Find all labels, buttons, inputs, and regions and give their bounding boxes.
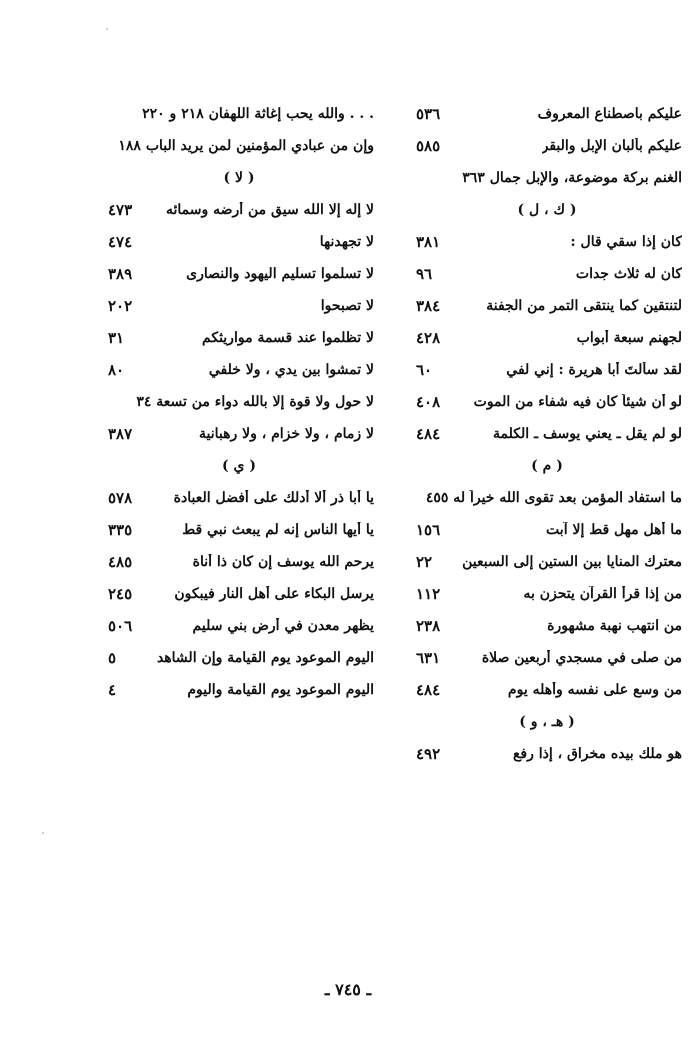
entry-text: لا تسلموا تسليم اليهود والنصارى [186, 266, 374, 282]
entry-page-number: ٤٠٨ [416, 393, 441, 411]
index-entry [104, 354, 374, 386]
index-entry [412, 130, 682, 162]
section-header [412, 706, 682, 738]
index-entry [104, 98, 374, 130]
index-entry [104, 674, 374, 706]
index-entry [412, 258, 682, 290]
entry-page-number: ٥٣٦ [416, 105, 441, 123]
section-letters: ( هـ ، و ) [519, 714, 575, 730]
entry-text: عليكم بألبان الإبل والبقر [541, 138, 682, 154]
index-entry [412, 322, 682, 354]
index-entry [104, 482, 374, 514]
index-entry [412, 386, 682, 418]
entry-page-number: ٨٠ [108, 361, 125, 379]
entry-text: من صلى في مسجدي أربعين صلاة [481, 650, 682, 666]
entry-page-number: ٤٩٢ [416, 745, 441, 763]
entry-page-number: ٥٠٦ [108, 617, 133, 635]
index-entry [104, 194, 374, 226]
entry-text: لا زمام ، ولا خزام ، ولا رهبانية [198, 426, 374, 442]
entry-text: لتنتقين كما ينتقى التمر من الجفنة [486, 298, 682, 314]
entry-page-number: ٦٣١ [416, 649, 441, 667]
entry-text: لا تمشوا بين يدي ، ولا خلفي [208, 362, 374, 378]
entry-page-number: ٤٨٤ [416, 425, 441, 443]
entry-page-number: ٤٢٨ [416, 329, 441, 347]
entry-page-number: ٣٨٩ [108, 265, 133, 283]
entry-text: ما استفاد المؤمن بعد تقوى الله خيراً له ٤٥٥ [425, 490, 682, 506]
entry-text: اليوم الموعود يوم القيامة وإن الشاهد [156, 650, 374, 666]
index-entry [104, 578, 374, 610]
index-entry [412, 674, 682, 706]
index-entry [104, 258, 374, 290]
entry-page-number: ٥ [108, 649, 117, 667]
page-number: ـ ٧٤٥ ـ [324, 980, 372, 999]
entry-page-number: ٣٣٥ [108, 521, 133, 539]
entry-text: من انتهب نهبة مشهورة [547, 618, 682, 634]
section-letters: ( ك ، ل ) [517, 202, 577, 218]
entry-page-number: ٢٣٨ [416, 617, 441, 635]
index-entry [104, 418, 374, 450]
index-entry [412, 738, 682, 770]
index-entry [104, 514, 374, 546]
entry-text: وإن من عبادي المؤمنين لمن يريد الباب ١٨٨ [118, 138, 374, 154]
index-entry [104, 386, 374, 418]
section-header [412, 450, 682, 482]
entry-text: لا حول ولا قوة إلا بالله دواء من تسعة ٣٤ [136, 394, 374, 410]
entry-text: لو لم يقل ـ يعني يوسف ـ الكلمة [493, 426, 682, 442]
entry-page-number: ٢٠٢ [108, 297, 133, 315]
index-entry [104, 226, 374, 258]
scan-speck [106, 28, 108, 30]
entry-text: لا تظلموا عند قسمة مواريثكم [202, 330, 374, 346]
section-letters: ( ي ) [222, 458, 256, 474]
index-entry [412, 514, 682, 546]
entry-text: من وسع على نفسه وأهله يوم [507, 682, 682, 698]
entry-page-number: ٣١ [108, 329, 125, 347]
entry-page-number: ٣٨٤ [416, 297, 441, 315]
index-entry [104, 130, 374, 162]
entry-text: يرسل البكاء على أهل النار فيبكون [174, 586, 374, 602]
index-entry [104, 642, 374, 674]
index-entry [104, 610, 374, 642]
entry-page-number: ٤٨٥ [108, 553, 133, 571]
index-entry [412, 578, 682, 610]
entry-page-number: ٩٦ [416, 265, 433, 283]
entry-page-number: ٥٨٥ [416, 137, 441, 155]
entry-text: يا أيها الناس إنه لم يبعث نبي قط [182, 522, 374, 538]
entry-text: لقد سألتَ أبا هريرة : إني لفي [506, 362, 682, 378]
scan-speck [42, 832, 44, 834]
entry-page-number: ٤٧٣ [108, 201, 133, 219]
entry-text: لا تصبحوا [320, 298, 374, 314]
entry-text: كان إذا سقي قال : [570, 234, 682, 250]
index-entry [104, 290, 374, 322]
index-entry [412, 418, 682, 450]
entry-text: هو ملك بيده مخراق ، إذا رفع [512, 746, 682, 762]
entry-text: يا أبا ذر ألا أدلك على أفضل العبادة [173, 490, 374, 506]
entry-page-number: ٣٨١ [416, 233, 441, 251]
index-entry [412, 482, 682, 514]
index-entry [412, 290, 682, 322]
section-header [104, 450, 374, 482]
entry-page-number: ١١٢ [416, 585, 441, 603]
index-entry [104, 322, 374, 354]
index-entry [412, 642, 682, 674]
index-entry [412, 610, 682, 642]
section-letters: ( لا ) [223, 170, 255, 186]
entry-text: عليكم باصطناع المعروف [537, 106, 682, 122]
entry-page-number: ٢٢ [416, 553, 433, 571]
index-entry [412, 226, 682, 258]
index-column-left [104, 98, 374, 706]
section-header [104, 162, 374, 194]
entry-text: لا إله إلا الله سيق من أرضه وسمائه [165, 202, 374, 218]
index-entry [412, 354, 682, 386]
entry-text: اليوم الموعود يوم القيامة واليوم [187, 682, 374, 698]
entry-text: يرحم الله يوسف إن كان ذا أناة [192, 554, 374, 570]
entry-page-number: ٢٤٥ [108, 585, 133, 603]
entry-page-number: ٥٧٨ [108, 489, 133, 507]
index-column-right [412, 98, 682, 770]
entry-text: . . . والله يحب إغاثة اللهفان ٢١٨ و ٢٢٠ [142, 106, 374, 122]
section-letters: ( م ) [531, 458, 563, 474]
entry-text: من إذا قرأ القرآن يتحزن به [523, 586, 682, 602]
entry-page-number: ٤٨٤ [416, 681, 441, 699]
entry-text: لا تجهدنها [319, 234, 374, 250]
entry-text: ما أهل مهل قط إلا آبت [546, 522, 682, 538]
entry-page-number: ٦٠ [416, 361, 433, 379]
entry-page-number: ١٥٦ [416, 521, 441, 539]
entry-text: الغنم بركة موضوعة، والإبل جمال ٣٦٣ [462, 170, 682, 186]
entry-page-number: ٤ [108, 681, 117, 699]
section-header [412, 194, 682, 226]
entry-text: كان له ثلاث جدات [575, 266, 682, 282]
index-entry [104, 546, 374, 578]
entry-page-number: ٣٨٧ [108, 425, 133, 443]
index-entry [412, 98, 682, 130]
entry-text: يظهر معدن في أرض بني سليم [192, 618, 374, 634]
index-entry [412, 162, 682, 194]
entry-text: لجهنم سبعة أبواب [576, 330, 682, 346]
entry-text: معترك المنايا بين الستين إلى السبعين [462, 554, 682, 570]
entry-text: لو أن شيئاً كان فيه شفاء من الموت [473, 394, 682, 410]
index-entry [412, 546, 682, 578]
entry-page-number: ٤٧٤ [108, 233, 133, 251]
